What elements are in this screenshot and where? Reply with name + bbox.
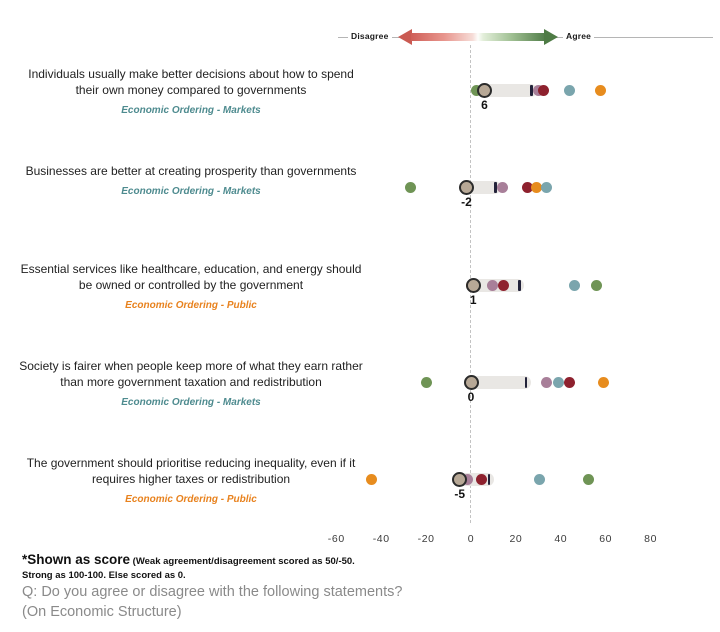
footnote-bold: *Shown as score	[22, 552, 131, 567]
dot-mauve	[541, 377, 552, 388]
statement-text: Society is fairer when people keep more of what they earn rather than more government taxation and redistribution	[19, 359, 363, 389]
agree-label: Agree	[563, 31, 594, 41]
category-label: Economic Ordering - Markets	[121, 186, 261, 197]
dot-teal	[541, 182, 552, 193]
range-tick	[525, 377, 528, 388]
row-text-block	[16, 358, 366, 408]
category-label: Economic Ordering - Markets	[121, 397, 261, 408]
category-label: Economic Ordering - Markets	[121, 105, 261, 116]
row-text-block	[16, 455, 366, 505]
dot-teal	[534, 474, 545, 485]
dot-teal	[553, 377, 564, 388]
dot-red	[564, 377, 575, 388]
dot-green	[591, 280, 602, 291]
axis-tick-label: 40	[554, 533, 568, 545]
dot-green	[583, 474, 594, 485]
score-circle	[452, 472, 467, 487]
footnote-rest: (Weak agreement/disagreement scored as 50/-50.	[130, 556, 355, 567]
statement-text: Businesses are better at creating prosperity than governments	[25, 164, 357, 178]
dot-orange	[595, 85, 606, 96]
row-text-block	[16, 261, 366, 311]
arrow-right-head-icon	[544, 29, 558, 45]
statement-text: Essential services like healthcare, education, and energy should be owned or controlled by the government	[20, 262, 362, 292]
score-label: -5	[454, 487, 466, 501]
dot-teal	[569, 280, 580, 291]
axis-tick-label: -60	[327, 533, 345, 545]
disagree-agree-gradient-arrow-icon	[398, 29, 558, 45]
dot-orange	[598, 377, 609, 388]
arrow-gradient-body	[411, 33, 545, 41]
axis-tick-label: -20	[417, 533, 435, 545]
disagree-label: Disagree	[348, 31, 392, 41]
score-label: 1	[469, 293, 477, 307]
dot-green	[421, 377, 432, 388]
row-text-block	[16, 66, 366, 116]
dot-orange	[531, 182, 542, 193]
statement-text: The government should prioritise reducing inequality, even if it requires higher taxes or redistribution	[26, 456, 356, 486]
question-line1: Q: Do you agree or disagree with the following statements?	[22, 584, 403, 600]
range-tick	[518, 280, 521, 291]
dot-red	[476, 474, 487, 485]
dot-teal	[564, 85, 575, 96]
axis-tick-label: -40	[372, 533, 390, 545]
score-label: -2	[461, 195, 472, 209]
range-tick	[488, 474, 491, 485]
dot-mauve	[497, 182, 508, 193]
axis-tick-label: 20	[509, 533, 523, 545]
score-circle	[459, 180, 474, 195]
dot-red	[498, 280, 509, 291]
arrow-left-head-icon	[398, 29, 412, 45]
dot-red	[538, 85, 549, 96]
statement-text: Individuals usually make better decisions about how to spend their own money compared to governments	[28, 67, 354, 97]
dot-green	[405, 182, 416, 193]
axis-tick-label: 80	[644, 533, 658, 545]
score-circle	[464, 375, 479, 390]
score-circle	[466, 278, 481, 293]
dot-orange	[366, 474, 377, 485]
row-text-block	[16, 163, 366, 197]
score-circle	[477, 83, 492, 98]
category-label: Economic Ordering - Public	[125, 494, 257, 505]
footnote-score-definition	[22, 551, 502, 569]
footnote-line2: Strong as 100-100. Else scored as 0.	[22, 570, 186, 581]
score-label: 6	[481, 98, 488, 112]
axis-tick-label: 0	[467, 533, 475, 545]
axis-tick-label: 60	[599, 533, 613, 545]
category-label: Economic Ordering - Public	[125, 300, 257, 311]
score-label: 0	[467, 390, 475, 404]
dot-mauve	[487, 280, 498, 291]
question-line2: (On Economic Structure)	[22, 604, 182, 620]
